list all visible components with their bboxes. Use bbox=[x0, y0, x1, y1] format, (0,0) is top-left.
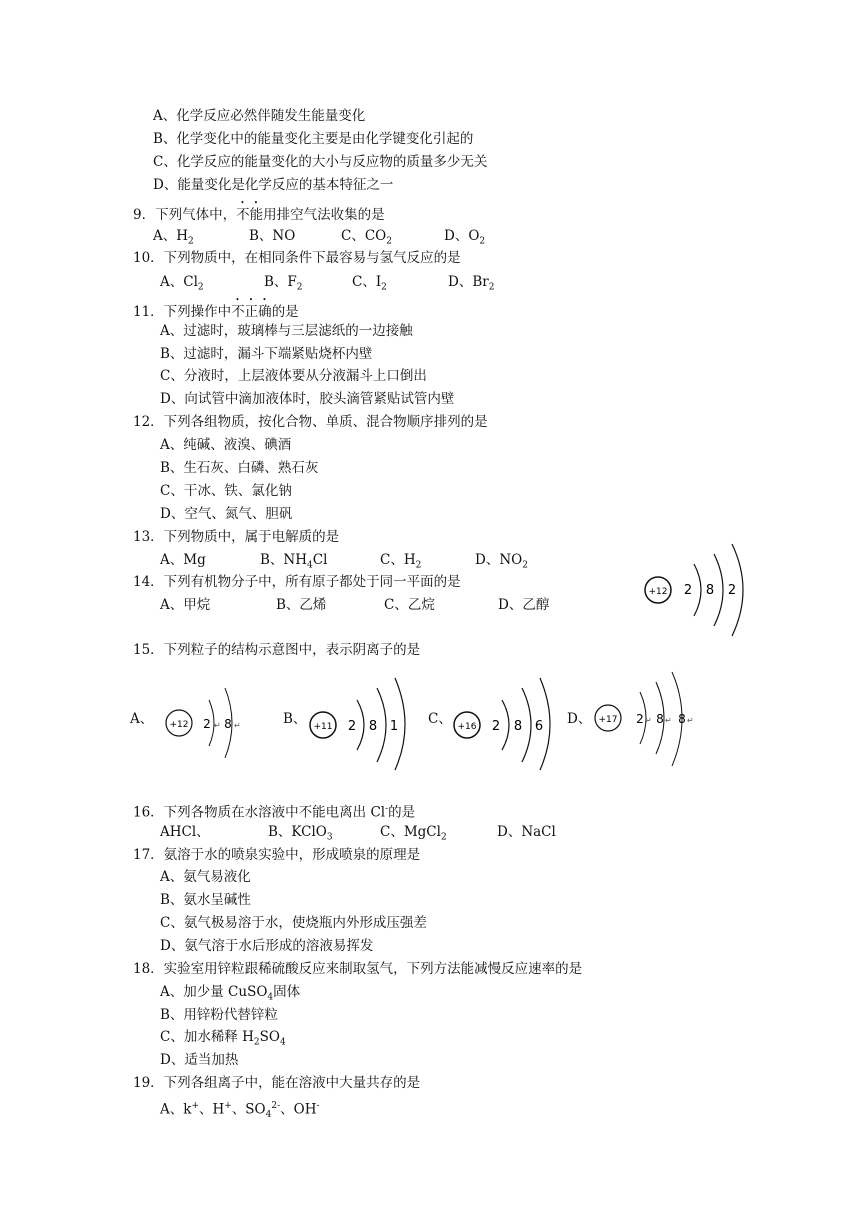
q14-options bbox=[160, 596, 580, 614]
q10-option-a: A、$Cl_2$ bbox=[160, 274, 204, 293]
q11-option-d: D、向试管中滴加液体时，胶头滴管紧贴试管内壁 bbox=[160, 391, 455, 407]
q15-b-shell-arc-1 bbox=[357, 700, 364, 750]
q8-option-d: D、能量变化是化学反应的基本特征之一 bbox=[153, 177, 394, 193]
q15-option-c-label: C、 bbox=[428, 711, 452, 727]
q15-b-shell-arc-2 bbox=[377, 688, 386, 762]
q15-d-return-mark-3: ↵ bbox=[687, 716, 694, 725]
q15-d-return-mark-2: ↵ bbox=[665, 716, 672, 725]
q14-stem: 14．下列有机物分子中，所有原子都处于同一平面的是 bbox=[133, 574, 461, 590]
q16-option-b: B、KClO$_3$ bbox=[268, 824, 333, 843]
q8-option-a: A、化学反应必然伴随发生能量变化 bbox=[153, 108, 366, 124]
q15-d-shell-electrons-3: 8 bbox=[678, 712, 686, 726]
q19-stem: 19．下列各组离子中，能在溶液中大量共存的是 bbox=[133, 1075, 421, 1091]
q15-option-c-diagram bbox=[450, 672, 560, 772]
q10-stem: 10．下列物质中，在相同条件下最容易与氢气反应的是 bbox=[133, 250, 461, 266]
side-shell-electrons-2: 8 bbox=[705, 583, 715, 598]
q8-option-c: C、化学反应的能量变化的大小与反应物的质量多少无关 bbox=[153, 154, 488, 170]
q14-option-c: C、乙烷 bbox=[384, 597, 435, 613]
q15-option-a-diagram bbox=[155, 678, 245, 768]
q13-option-b: B、$NH_4Cl$ bbox=[260, 552, 328, 571]
q15-option-d-diagram bbox=[590, 670, 700, 770]
q15-d-shell-electrons-2: 8 bbox=[656, 712, 664, 726]
q8-option-b: B、化学变化中的能量变化主要是由化学键变化引起的 bbox=[153, 131, 474, 147]
q15-option-a-label: A、 bbox=[130, 711, 154, 727]
q15-d-return-mark: ↵ bbox=[645, 716, 652, 725]
q15-d-shell-electrons-1: 2 bbox=[636, 712, 644, 726]
q15-c-shell-electrons-2: 8 bbox=[513, 719, 523, 734]
q9-options bbox=[153, 227, 553, 245]
q9-option-b: B、NO bbox=[249, 228, 296, 244]
q9-emphasis: 不能 bbox=[236, 207, 264, 223]
q14-option-d: D、乙醇 bbox=[498, 597, 550, 613]
q12-option-b: B、生石灰、白磷、熟石灰 bbox=[160, 460, 319, 476]
q12-option-d: D、空气、氮气、胆矾 bbox=[160, 506, 293, 522]
q15-b-shell-electrons-2: 8 bbox=[368, 719, 378, 734]
q18-option-b: B、用锌粉代替锌粒 bbox=[160, 1007, 278, 1023]
q10-options bbox=[160, 273, 560, 291]
q13-option-d: D、$NO_2$ bbox=[475, 552, 528, 571]
q10-option-b: B、$F_2$ bbox=[264, 274, 303, 293]
q16-option-a: AHCl、 bbox=[160, 824, 210, 840]
q9-option-a: A、$H_2$ bbox=[153, 228, 194, 247]
q15-c-nucleus-charge: +16 bbox=[457, 722, 477, 732]
q15-a-return-mark: ↵ bbox=[214, 721, 221, 730]
q16-options bbox=[160, 823, 600, 841]
q15-c-shell-electrons-1: 2 bbox=[491, 719, 501, 734]
side-atom-diagram bbox=[636, 540, 746, 640]
side-nucleus-charge: +12 bbox=[648, 587, 668, 597]
q15-c-shell-electrons-3: 6 bbox=[534, 719, 544, 734]
q15-option-b-label: B、 bbox=[283, 711, 307, 727]
side-shell-electrons-1: 2 bbox=[683, 583, 693, 598]
q13-options bbox=[160, 551, 560, 569]
q19-option-a: A、k+、H+、$SO_4^{2-}$、OH- bbox=[160, 1101, 320, 1121]
q9-option-d: D、$O_2$ bbox=[444, 228, 486, 247]
q18-option-c: C、加水稀释 $H_2SO_4$ bbox=[160, 1029, 286, 1048]
q15-b-shell-electrons-3: 1 bbox=[389, 719, 399, 734]
q17-stem: 17．氨溶于水的喷泉实验中，形成喷泉的原理是 bbox=[133, 847, 421, 863]
q18-stem: 18．实验室用锌粒跟稀硫酸反应来制取氢气，下列方法能减慢反应速率的是 bbox=[133, 961, 583, 977]
q13-option-a: A、Mg bbox=[160, 552, 206, 568]
q9-option-c: C、$CO_2$ bbox=[341, 228, 392, 247]
q17-option-b: B、氨水呈碱性 bbox=[160, 892, 251, 908]
q15-b-nucleus-charge: +11 bbox=[313, 722, 333, 732]
q15-a-return-mark-2: ↵ bbox=[234, 721, 241, 730]
q14-option-a: A、甲烷 bbox=[160, 597, 211, 613]
q18-option-d: D、适当加热 bbox=[160, 1052, 239, 1068]
q12-option-a: A、纯碱、液溴、碘酒 bbox=[160, 437, 292, 453]
q11-option-a: A、过滤时，玻璃棒与三层滤纸的一边接触 bbox=[160, 323, 413, 339]
q11-stem: 11．下列操作中不正确的是 bbox=[133, 304, 299, 320]
q14-option-b: B、乙烯 bbox=[276, 597, 327, 613]
q17-option-a: A、氨气易液化 bbox=[160, 869, 251, 885]
q15-c-shell-arc-2 bbox=[522, 688, 531, 762]
q13-option-c: C、$H_2$ bbox=[380, 552, 422, 571]
q10-option-c: C、$I_2$ bbox=[352, 274, 387, 293]
q11-emphasis: 不正确 bbox=[231, 304, 272, 320]
q16-stem: 16．下列各物质在水溶液中不能电离出 Cl-的是 bbox=[133, 804, 416, 821]
q17-option-c: C、氨气极易溶于水，使烧瓶内外形成压强差 bbox=[160, 915, 427, 931]
q15-a-shell-electrons-2: 8 bbox=[224, 717, 232, 731]
q15-option-b-diagram bbox=[305, 672, 415, 772]
q11-option-b: B、过滤时，漏斗下端紧贴烧杯内壁 bbox=[160, 346, 373, 362]
q10-option-d: D、$Br_2$ bbox=[448, 274, 495, 293]
q16-option-d: D、NaCl bbox=[497, 824, 556, 840]
q15-a-nucleus-charge: +12 bbox=[169, 720, 189, 730]
side-shell-electrons-3: 2 bbox=[727, 583, 737, 598]
q15-stem: 15．下列粒子的结构示意图中，表示阴离子的是 bbox=[133, 642, 421, 658]
q9-stem: 9．下列气体中，不能用排空气法收集的是 bbox=[133, 207, 385, 223]
q15-c-shell-arc-1 bbox=[502, 700, 509, 750]
q12-option-c: C、干冰、铁、氯化钠 bbox=[160, 483, 292, 499]
q15-b-shell-electrons-1: 2 bbox=[347, 719, 357, 734]
q17-option-d: D、氨气溶于水后形成的溶液易挥发 bbox=[160, 938, 374, 954]
side-shell-arc-1 bbox=[694, 564, 701, 616]
q12-stem: 12．下列各组物质，按化合物、单质、混合物顺序排列的是 bbox=[133, 414, 488, 430]
side-shell-arc-2 bbox=[714, 554, 723, 626]
q15-a-shell-electrons-1: 2 bbox=[203, 717, 211, 731]
q15-d-nucleus-charge: +17 bbox=[598, 715, 618, 725]
q13-stem: 13．下列物质中，属于电解质的是 bbox=[133, 529, 340, 545]
q15-option-d-label: D、 bbox=[567, 711, 592, 727]
q16-option-c: C、MgCl$_2$ bbox=[380, 824, 447, 843]
q11-option-c: C、分液时，上层液体要从分液漏斗上口倒出 bbox=[160, 368, 427, 384]
q18-option-a: A、加少量 CuSO$_4$固体 bbox=[160, 984, 301, 1003]
